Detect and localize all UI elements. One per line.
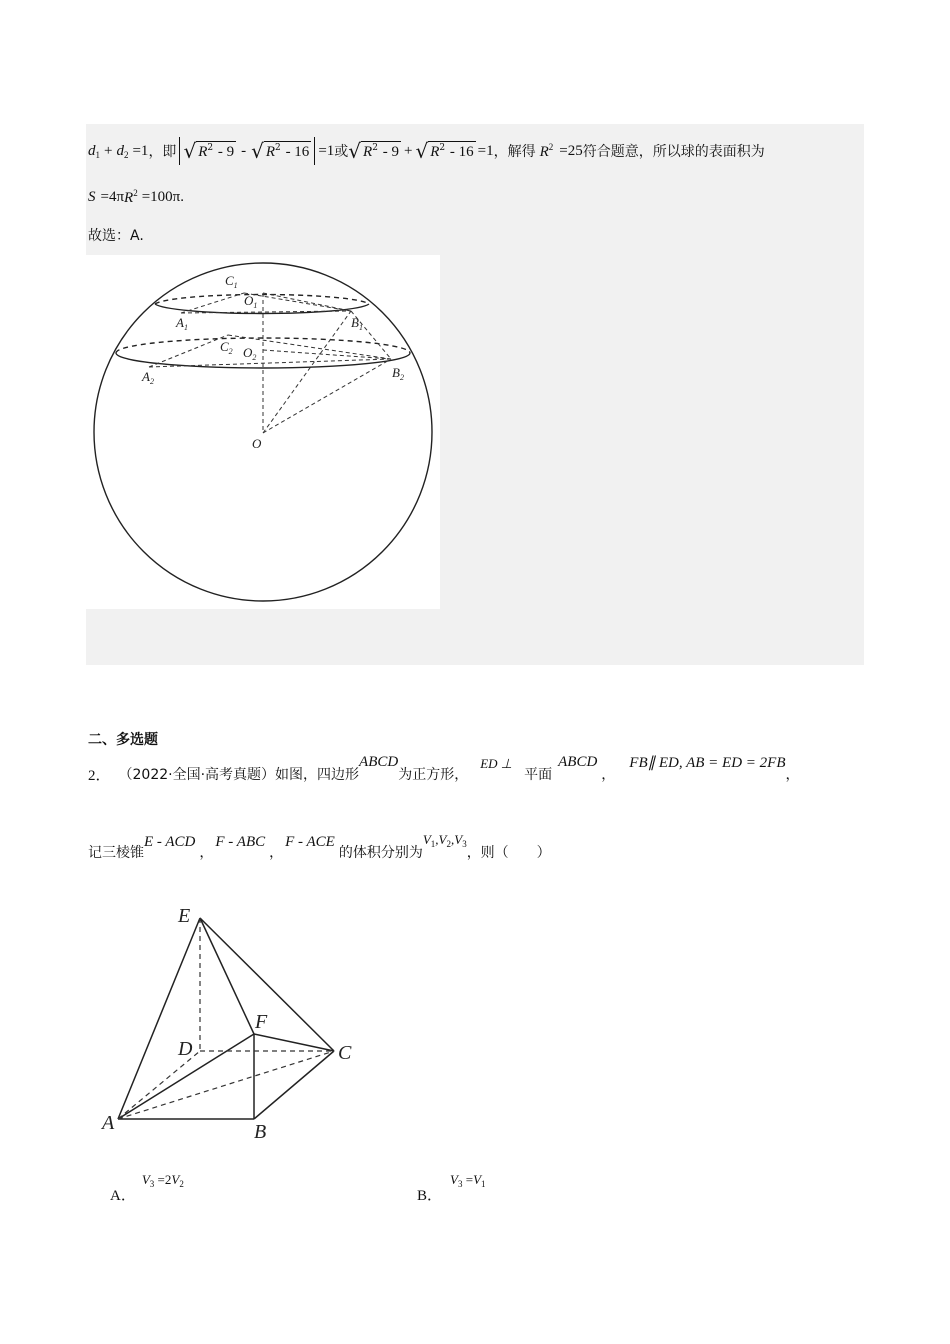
R-squared: $R^2$ xyxy=(539,141,554,160)
sqrt-R2-minus-16: √ $R^2 - 16$ xyxy=(251,139,310,163)
question-text-4: 记三棱锥 xyxy=(88,845,144,861)
sqrt-R2-minus-9-b: √ $R^2 - 9$ xyxy=(348,139,399,163)
answer-text: 故选：A. xyxy=(88,228,144,244)
equals-one-abs: =1 xyxy=(318,142,335,159)
question-number: 2． xyxy=(88,767,111,784)
text-ji: ，即 xyxy=(148,144,177,160)
sphere-figure xyxy=(86,255,440,609)
label-F: F xyxy=(255,1011,268,1033)
question-source: （2022·全国·高考真题） xyxy=(118,767,276,783)
question-text-6: ，则（ ） xyxy=(466,845,551,861)
answer-line xyxy=(88,224,144,246)
sphere-diagram xyxy=(86,255,440,609)
label-B2: $B_2$ xyxy=(392,365,404,382)
abs-right-bar xyxy=(314,137,315,165)
text-huo: 或 xyxy=(334,144,349,160)
label-D: D xyxy=(178,1038,193,1060)
question-text-5: 的体积分别为 xyxy=(338,845,423,861)
S-symbol: S xyxy=(88,188,96,205)
comma-2: ， xyxy=(785,767,800,783)
equals-one-sum: =1 xyxy=(477,142,494,159)
plus-sign: + xyxy=(104,142,113,159)
label-B1: $B_1$ xyxy=(351,315,363,332)
minus-sign: - xyxy=(241,142,247,159)
label-B: B xyxy=(254,1121,267,1143)
solution-line-2 xyxy=(88,186,184,208)
abs-left-bar xyxy=(179,137,180,165)
ABCD-1: ABCD xyxy=(359,753,399,770)
equals-4pi: =4π xyxy=(100,188,125,205)
solution-line-1 xyxy=(88,136,765,166)
sqrt-R2-minus-16-b: √ $R^2 - 16$ xyxy=(415,139,474,163)
R-squared-2: $R^2$ xyxy=(124,187,138,206)
label-O1: $O_1$ xyxy=(244,293,258,310)
period: . xyxy=(180,188,185,205)
condition-FB-ED: FB∥ ED, AB = ED = 2FB xyxy=(629,754,786,771)
comma: ， xyxy=(601,767,616,783)
d2: $d_2$ xyxy=(116,142,129,160)
plus-sign-2: + xyxy=(403,142,413,159)
option-a-label: A． xyxy=(110,1187,136,1204)
question-text-2: 为正方形， xyxy=(398,767,469,783)
label-O: O xyxy=(252,436,262,451)
label-C2: $C_2$ xyxy=(220,339,233,356)
ABCD-2: ABCD xyxy=(558,753,598,770)
text-tail: 符合题意，所以球的表面积为 xyxy=(582,144,765,160)
equals-one: =1 xyxy=(132,142,149,159)
V1-V2-V3: $V_1,V_2,V_3$ xyxy=(422,831,467,849)
question-line-1 xyxy=(88,752,800,796)
question-text-1: 如图，四边形 xyxy=(275,767,360,783)
label-C: C xyxy=(338,1042,352,1064)
option-b[interactable] xyxy=(417,1168,486,1204)
option-b-formula: $V_3 =V_1$ xyxy=(450,1171,486,1189)
question-line-2 xyxy=(88,830,551,874)
sqrt-R2-minus-9: √ $R^2 - 9$ xyxy=(183,139,235,163)
label-A2: $A_2$ xyxy=(142,369,154,386)
result-100pi: =100π xyxy=(141,188,181,205)
sep-1: ， xyxy=(199,845,214,861)
sep-2: ， xyxy=(269,845,284,861)
option-a[interactable] xyxy=(110,1168,184,1204)
option-a-formula: $V_3 =2V_2$ xyxy=(141,1171,184,1189)
question-text-3: 平面 xyxy=(524,767,553,783)
pyramid-figure xyxy=(96,898,366,1148)
ED-perp: ED ⊥ xyxy=(480,756,513,771)
equals-25: =25 xyxy=(559,142,583,159)
pyramid-diagram xyxy=(96,898,366,1148)
tetra-F-ABC: F - ABC xyxy=(215,833,266,850)
upper-circle-back xyxy=(155,294,369,304)
option-b-label: B． xyxy=(417,1187,443,1204)
section-title: 二、多选题 xyxy=(88,732,158,748)
label-O2: $O_2$ xyxy=(243,345,257,362)
text-jiede: ，解得 xyxy=(493,144,536,160)
tetra-F-ACE: F - ACE xyxy=(285,833,335,850)
label-C1: $C_1$ xyxy=(225,273,238,290)
d1: $d_1$ xyxy=(88,142,100,160)
label-A1: $A_1$ xyxy=(176,315,188,332)
label-E: E xyxy=(178,905,191,927)
tetra-E-ACD: E - ACD xyxy=(144,833,196,850)
label-A: A xyxy=(102,1112,115,1134)
